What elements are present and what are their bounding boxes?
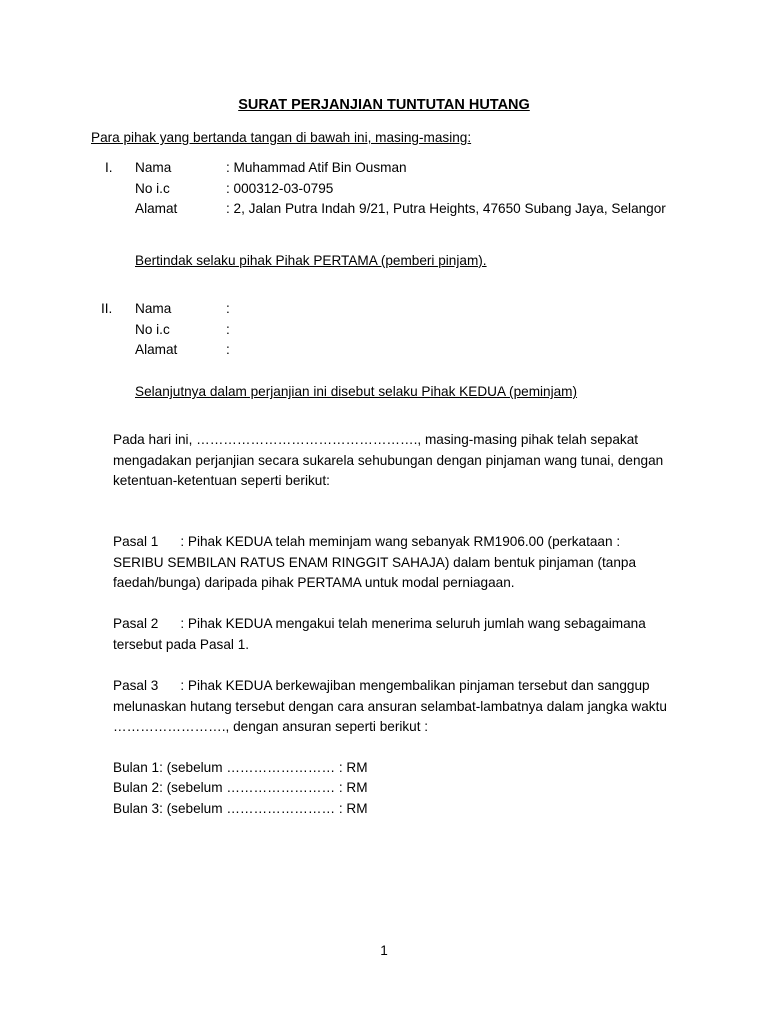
party-two-address-value: : [226, 342, 230, 357]
article-3 [113, 676, 673, 738]
article-1-label: Pasal 1 [113, 534, 159, 549]
article-1 [113, 532, 673, 594]
party-two-ic-value: : [226, 322, 230, 337]
article-3-label: Pasal 3 [113, 678, 159, 693]
page-number: 1 [380, 943, 388, 958]
intro-line: Para pihak yang bertanda tangan di bawah ini, masing-masing: [91, 130, 472, 145]
party-two-role: Selanjutnya dalam perjanjian ini disebut selaku Pihak KEDUA (peminjam) [135, 384, 578, 399]
article-2-label: Pasal 2 [113, 616, 159, 631]
installment-line: Bulan 3: (sebelum …………………… : RM [113, 801, 368, 816]
party-two-name-label: Nama [135, 301, 172, 316]
party-one-role: Bertindak selaku pihak Pihak PERTAMA (pemberi pinjam). [135, 253, 487, 268]
party-one-name-value: : Muhammad Atif Bin Ousman [226, 160, 407, 175]
party-two-address-label: Alamat [135, 342, 178, 357]
installment-line: Bulan 2: (sebelum …………………… : RM [113, 780, 368, 795]
article-1-text: : Pihak KEDUA telah meminjam wang sebanyak RM1906.00 (perkataan : SERIBU SEMBILAN RATUS ENAM RINGGIT SAHAJA) dalam bentuk pinjaman (tanpa faedah/bunga) daripada pihak PERTAMA untuk modal perniagaan. [113, 534, 637, 590]
installment-line: Bulan 1: (sebelum …………………… : RM [113, 760, 368, 775]
party-one-address-value: : 2, Jalan Putra Indah 9/21, Putra Heights, 47650 Subang Jaya, Selangor [226, 201, 666, 216]
party-two-name-value: : [226, 301, 230, 316]
article-2 [113, 614, 673, 655]
party-one-numeral: I. [105, 160, 113, 175]
party-two-ic-label: No i.c [135, 322, 170, 337]
party-one-ic-value: : 000312-03-0795 [226, 181, 334, 196]
party-one-ic-label: No i.c [135, 181, 170, 196]
party-two-numeral: II. [101, 301, 113, 316]
document-title: SURAT PERJANJIAN TUNTUTAN HUTANG [238, 97, 530, 113]
party-one-address-label: Alamat [135, 201, 178, 216]
article-2-text: : Pihak KEDUA mengakui telah menerima seluruh jumlah wang sebagaimana tersebut pada Pasal 1. [113, 616, 646, 652]
article-3-text: : Pihak KEDUA berkewajiban mengembalikan pinjaman tersebut dan sanggup melunaskan hutang tersebut dengan cara ansuran selambat-lambatnya dalam jangka waktu ……………………., dengan ansuran seperti berikut : [113, 678, 667, 734]
party-one-name-label: Nama [135, 160, 172, 175]
opening-paragraph: Pada hari ini, …………………………………………., masing-masing pihak telah sepakat mengadakan perjanjian secara sukarela sehubungan dengan pinjaman wang tunai, dengan ketentuan-ketentuan seperti berikut: [113, 432, 664, 488]
